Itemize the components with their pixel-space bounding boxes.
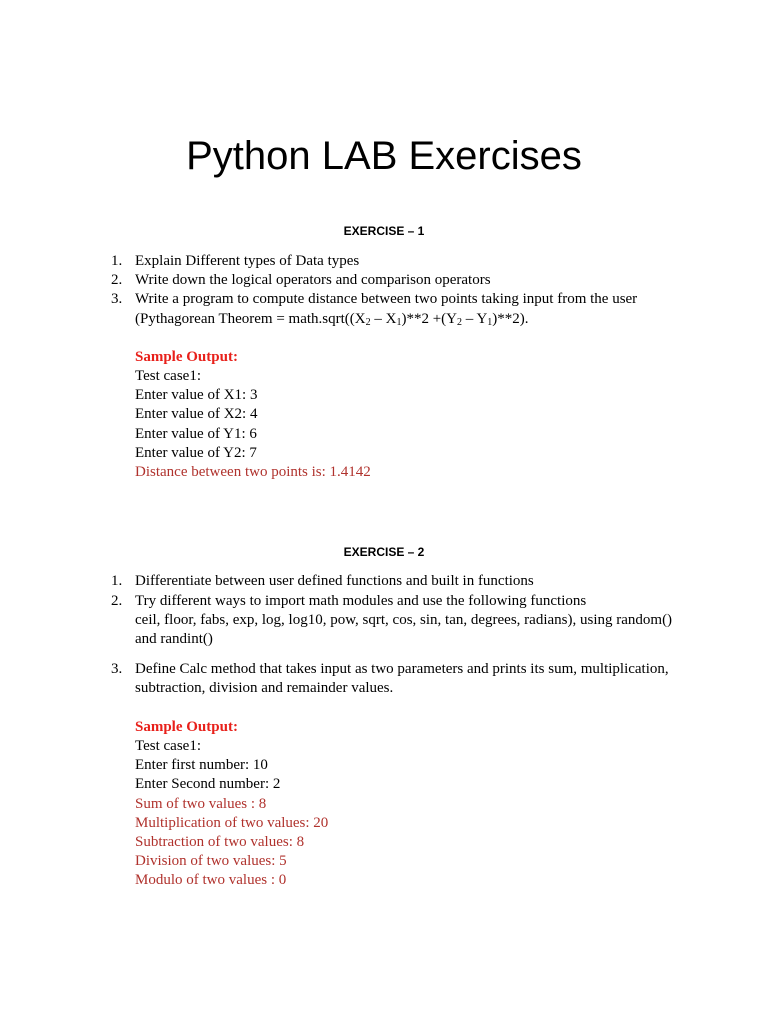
page-title: Python LAB Exercises <box>186 134 582 178</box>
exercise-1-heading: EXERCISE – 1 <box>343 224 425 238</box>
item-number: 3. <box>111 661 123 677</box>
item-continuation: ceil, floor, fabs, exp, log, log10, pow, sqrt, cos, sin, tan, degrees, radians), using random() <box>135 612 673 628</box>
result-line: Modulo of two values : 0 <box>135 872 287 888</box>
formula-subscript: 2 <box>457 317 463 328</box>
output-line: Enter Second number: 2 <box>135 776 281 792</box>
output-line: Test case1: <box>135 738 202 754</box>
result-line: Multiplication of two values: 20 <box>135 815 329 831</box>
formula-subscript: 2 <box>365 317 371 328</box>
output-line: Enter first number: 10 <box>135 757 268 773</box>
pythagorean-formula <box>135 310 529 329</box>
result-line: Sum of two values : 8 <box>135 796 267 812</box>
formula-text: (Pythagorean Theorem = math.sqrt((X <box>135 311 366 327</box>
item-text: Explain Different types of Data types <box>135 253 360 269</box>
item-text: Write down the logical operators and comparison operators <box>135 272 491 288</box>
formula-text: )**2 +(Y <box>401 311 458 327</box>
formula-subscript: 1 <box>396 317 402 328</box>
formula-text: – Y <box>462 311 488 327</box>
output-line: Enter value of X1: 3 <box>135 387 258 403</box>
result-line: Subtraction of two values: 8 <box>135 834 305 850</box>
item-continuation: and randint() <box>135 631 213 647</box>
result-line: Division of two values: 5 <box>135 853 287 869</box>
item-number: 3. <box>111 291 123 307</box>
item-number: 1. <box>111 253 123 269</box>
output-line: Enter value of Y1: 6 <box>135 426 257 442</box>
item-number: 2. <box>111 593 123 609</box>
formula-subscript: 1 <box>487 317 493 328</box>
exercise-2-sample-output-label: Sample Output: <box>135 719 238 735</box>
output-line: Test case1: <box>135 368 202 384</box>
exercise-1-sample-output-label: Sample Output: <box>135 349 238 365</box>
item-text: Try different ways to import math modules and use the following functions <box>135 593 587 609</box>
item-continuation: subtraction, division and remainder values. <box>135 680 394 696</box>
item-text: Write a program to compute distance between two points taking input from the user <box>135 291 638 307</box>
exercise-2-heading: EXERCISE – 2 <box>343 545 425 559</box>
item-number: 1. <box>111 573 123 589</box>
result-line: Distance between two points is: 1.4142 <box>135 464 371 480</box>
item-text: Differentiate between user defined functions and built in functions <box>135 573 534 589</box>
formula-text: – X <box>370 311 397 327</box>
item-number: 2. <box>111 272 123 288</box>
output-line: Enter value of Y2: 7 <box>135 445 257 461</box>
item-text: Define Calc method that takes input as two parameters and prints its sum, multiplication, <box>135 661 669 677</box>
formula-text: )**2). <box>492 311 529 327</box>
output-line: Enter value of X2: 4 <box>135 406 258 422</box>
